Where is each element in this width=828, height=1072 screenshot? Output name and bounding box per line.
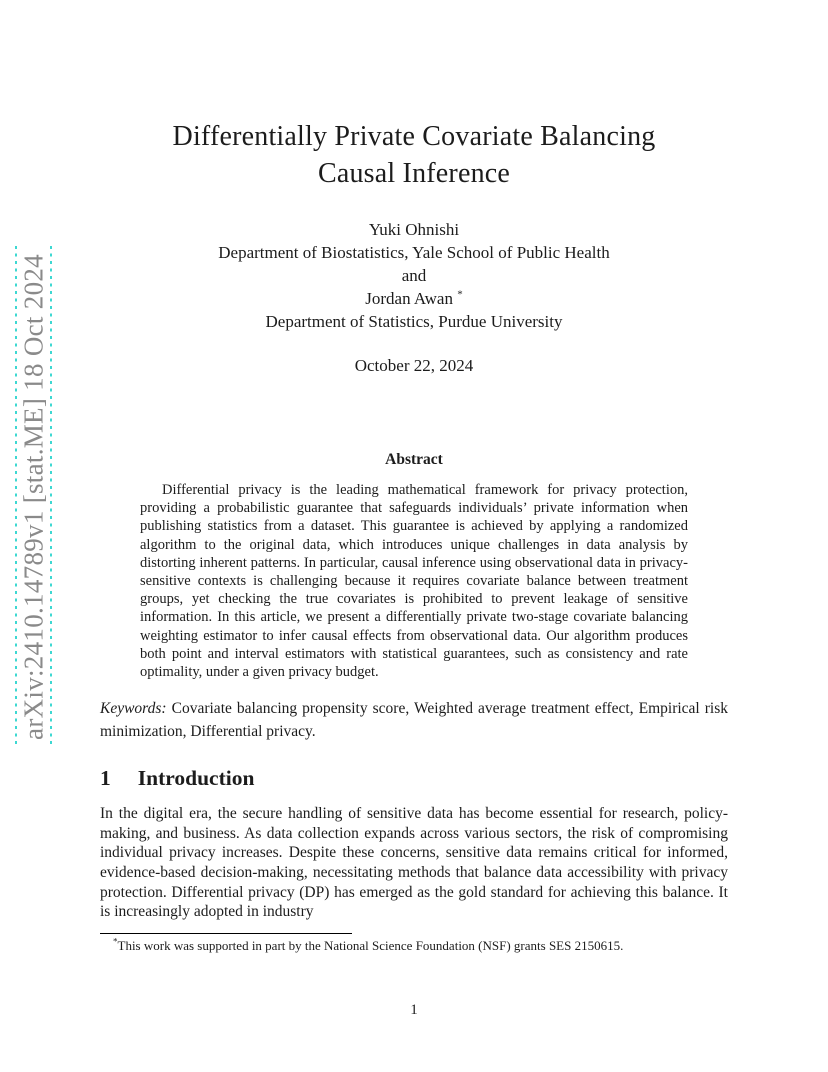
watermark-dash-right: [50, 246, 52, 748]
keywords-text: Covariate balancing propensity score, Weighted average treatment effect, Empirical risk minimization, Differential privacy.: [100, 700, 729, 741]
footnote-area: [100, 933, 728, 954]
author-connector: and: [401, 266, 427, 285]
section-1-title: Introduction: [137, 766, 255, 791]
author-1-affiliation: Department of Biostatistics, Yale School of Public Health: [218, 243, 610, 262]
abstract-heading: Abstract: [385, 451, 443, 468]
author-2-name: [100, 287, 728, 310]
arxiv-id-text: arXiv:2410.14789v1 [stat.ME] 18 Oct 2024: [18, 254, 48, 740]
introduction-paragraph: In the digital era, the secure handling of sensitive data has become essential for research, policy-making, and business. As data collection expands across various sectors, the risk of compromising individual privacy increases. Despite these concerns, sensitive data remains critical for informed, evidence-based decision-making, necessitating methods that balance data accessibility with privacy protection. Differential privacy (DP) has emerged as the gold standard for achieving this balance. It is increasingly adopted in industry: [100, 805, 728, 921]
paper-title-line-1: Differentially Private Covariate Balancing: [172, 121, 656, 152]
author-1-name: Yuki Ohnishi: [368, 220, 460, 239]
keywords-label: Keywords:: [100, 700, 167, 718]
watermark-dash-left: [15, 246, 17, 748]
page-number: 1: [410, 1002, 418, 1018]
keywords-line: [100, 697, 728, 743]
paper-date: October 22, 2024: [354, 356, 474, 375]
paper-title: [100, 118, 728, 192]
author-2-affiliation: Department of Statistics, Purdue University: [265, 312, 563, 331]
abstract-body: Differential privacy is the leading mathematical framework for privacy protection, providing a probabilistic guarantee that safeguards individuals’ private information when publishing statistics from a dataset. This guarantee is achieved by applying a randomized algorithm to the original data, which introduces unique challenges in data analysis by distorting inherent patterns. In particular, causal inference using observational data in privacy-sensitive contexts is challenging because it requires covariate balance between treatment groups, yet checking the true covariates is prohibited to prevent leakage of sensitive information. In this article, we present a differentially private two-stage covariate balancing weighting estimator to infer causal effects from observational data. Our algorithm produces both point and interval estimators with statistical guarantees, such as consistency and rate optimality, under a given privacy budget.: [140, 482, 688, 681]
author-2-name-text: Jordan Awan: [365, 289, 453, 308]
footnote-rule: [100, 933, 352, 934]
author-block: [100, 218, 728, 333]
arxiv-watermark: [15, 246, 52, 748]
author-footnote-marker: *: [457, 288, 463, 301]
footnote-body: This work was supported in part by the National Science Foundation (NSF) grants SES 2150615.: [117, 937, 624, 953]
section-1-number: 1: [100, 766, 111, 791]
footnote-marker: *: [113, 936, 118, 947]
section-1-heading: [100, 765, 728, 791]
paper-title-line-2: Causal Inference: [317, 158, 511, 189]
footnote-text: [100, 937, 728, 954]
